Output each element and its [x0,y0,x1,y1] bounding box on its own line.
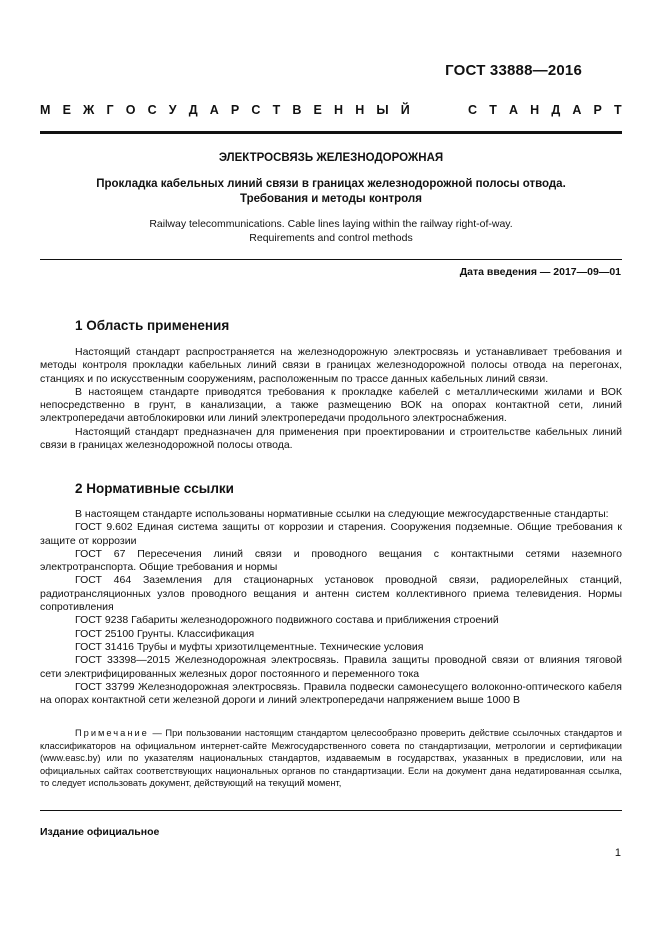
note [40,727,622,790]
banner-letter: Т [489,103,497,117]
reference-item: ГОСТ 25100 Грунты. Классификация [75,627,255,640]
banner-letter: А [508,103,518,117]
banner-letter: Н [530,103,540,117]
banner-letter: Г [106,103,114,117]
banner-letter: Ж [83,103,95,117]
banner-letter: Р [593,103,602,117]
document-number: ГОСТ 33888—2016 [445,62,582,79]
page-number: 1 [614,847,621,859]
section-2-heading: 2 Нормативные ссылки [75,481,234,496]
interstate-standard-banner [40,103,622,117]
banner-letter: Е [313,103,322,117]
banner-letter: У [168,103,177,117]
banner-letter: Е [62,103,71,117]
reference-item: ГОСТ 33398—2015 Железнодорожная электросвязь. Правила защиты проводной связи от влияния тяговой сети электрифицированных железных дорог постоянного и переменного тока [40,654,622,680]
banner-letter: Р [230,103,240,117]
reference-item: ГОСТ 67 Пересечения линий связи и проводного вещания с контактными сетями наземного электротранспорта. Общие требования и нормы [40,547,622,574]
document-title: ЭЛЕКТРОСВЯЗЬ ЖЕЛЕЗНОДОРОЖНАЯ [218,152,444,164]
section-1-paragraph: Настоящий стандарт предназначен для применения при проектировании и строительстве кабельных линий связи в границах железнодорожной полосы отвода. [40,425,622,452]
banner-word-gap [422,103,456,117]
banner-letter: А [572,103,582,117]
reference-item: ГОСТ 9238 Габариты железнодорожного подвижного состава и приближения строений [75,614,499,627]
section-1-heading: 1 Область применения [75,318,230,333]
banner-letter: Д [188,103,198,117]
banner-letter: Н [355,103,365,117]
banner-letter: Ы [376,103,389,117]
banner-letter: М [40,103,51,117]
banner-letter: Н [334,103,344,117]
banner-letter: Й [400,103,410,117]
footer-divider [40,810,622,811]
banner-letter: С [468,103,478,117]
reference-item: ГОСТ 31416 Трубы и муфты хризотилцементные. Технические условия [75,640,424,653]
banner-letter: Д [551,103,561,117]
document-subtitle [40,177,622,207]
english-title-line-2: Requirements and control methods [249,232,413,244]
banner-letter: А [209,103,219,117]
english-title [40,217,622,245]
title-divider [40,259,622,260]
reference-item: ГОСТ 464 Заземления для стационарных установок проводной связи, радиорелейных станций, радиотрансляционных узлов проводного вещания и антенн систем коллективного приема телевидения. Нормы сопротивления [40,574,622,614]
banner-letter: Т [614,103,622,117]
banner-letter: В [292,103,302,117]
introduction-date: Дата введения — 2017—09—01 [459,266,621,278]
english-title-line-1: Railway telecommunications. Cable lines laying within the railway right-of-way. [149,218,513,230]
section-1-body [40,346,622,452]
note-text: — При пользовании настоящим стандартом целесообразно проверить действие ссылочных стандартов и классификаторов на официальном интернет-сайте Межгосударственного совета по стандартизации, метрологии и сертификации (www.easc.by) или по указателям национальных стандартов, издаваемым в государствах, указанных в предисловии, или на официальных сайтах соответствующих национальных органов по стандартизации. Если на документ дана недатированная ссылка, то следует использовать документ, действующий на текущий момент, [40,728,622,788]
section-2-intro: В настоящем стандарте использованы нормативные ссылки на следующие межгосударственные стандарты: [75,508,609,520]
section-2-body [40,508,622,707]
subtitle-line-2: Требования и методы контроля [240,193,422,205]
banner-letter: С [147,103,157,117]
section-1-paragraph: Настоящий стандарт распространяется на железнодорожную электросвязь и устанавливает требования и методы контроля прокладки кабельных линий связи в границах железнодорожной полосы отвода на перегонах, станциях и по искусственным сооружениям, расположенным по трассе данных кабельных линий связи. [40,346,622,385]
note-label: Примечание [75,728,149,738]
reference-item: ГОСТ 9.602 Единая система защиты от коррозии и старения. Сооружения подземные. Общие требования к защите от коррозии [40,521,622,547]
subtitle-line-1: Прокладка кабельных линий связи в границах железнодорожной полосы отвода. [96,178,566,190]
banner-letter: Т [272,103,281,117]
banner-letter: С [251,103,261,117]
banner-letter: О [125,103,136,117]
section-1-paragraph: В настоящем стандарте приводятся требования к прокладке кабелей с металлическими жилами и ВОК непосредственно в грунт, в канализации, а также размещению ВОК на опорах контактной сети, линий электропередачи автоблокировки или линий электропередачи продольного электроснабжения. [40,385,622,425]
reference-item: ГОСТ 33799 Железнодорожная электросвязь. Правила подвески самонесущего волоконно-оптического кабеля на опорах контактной сети железной дороги и линий электропередачи напряжением выше 1000 В [40,680,622,707]
edition-label: Издание официальное [40,826,160,838]
header-divider [40,131,622,134]
